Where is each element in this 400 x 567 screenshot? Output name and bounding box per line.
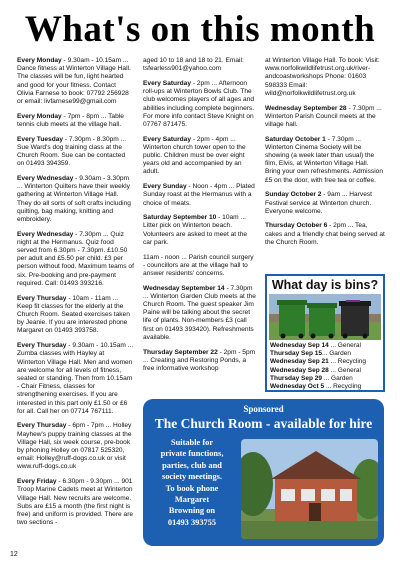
event-text: - 9.30am - 3.30pm ... Winterton Quilters have their weekly gathering at Winterton Village Hall. They do all sorts of soft crafts including quilting, bag making, knitting and embroidery.	[17, 174, 131, 223]
event-entry	[17, 422, 134, 471]
event-text: at Winterton Village Hall. To book: Visit: www.norfolkwildlifetrust.org.uk/river-andcoastworkshops Phone: 01603 598333 Email: wild@norfolkwildlifetrust.org.uk	[265, 57, 380, 97]
event-text: - 6.30pm - 9.30pm ... 901 Troop Marine Cadets meet at Winterton Village Hall. New recruits are welcome. Subs are £15 a month (the first night is free) and uniform is provided. There are two sections -	[17, 478, 134, 527]
event-text: - 6pm - 7pm ... Holley Mayhew's puppy training classes at the Village Hall, six week course, pre-book by phoning Holley on 07817 525320, email: Holley@ruff-dogs.co.uk or visit www.ruff-dogs.co.uk	[17, 422, 132, 471]
sponsored-line: parties, club and	[162, 460, 222, 470]
sponsored-line: Browning on	[168, 506, 216, 516]
event-entry	[143, 183, 257, 208]
sponsored-body	[149, 437, 235, 528]
sponsored-advert	[143, 399, 384, 546]
event-day: Every Thursday	[17, 422, 67, 430]
event-text: - 9am ... Harvest Festival service at Winterton church. Everyone welcome.	[265, 191, 373, 215]
event-entry	[265, 191, 385, 216]
event-entry	[143, 254, 257, 279]
event-entry	[17, 231, 134, 288]
bin-day-row	[270, 358, 382, 366]
event-entry	[143, 57, 257, 73]
event-day: Every Tuesday	[17, 135, 64, 143]
event-day: Every Wednesday	[17, 174, 74, 182]
event-entry	[143, 349, 257, 374]
event-day: Saturday September 10	[143, 214, 217, 222]
bins-schedule	[270, 342, 382, 391]
event-day: Every Monday	[17, 112, 62, 120]
event-entry	[17, 478, 134, 527]
event-text: - 10am ... Litter pick on Winterton beach. Volunteers are asked to meet at the car park.	[143, 214, 248, 246]
sponsored-label: Sponsored	[243, 404, 284, 414]
event-text: - 7.30pm - 8.30pm ... Sue Ward's dog training class at the Church Room. Sue can be contacted on 01493 394359.	[17, 135, 127, 168]
event-day: Every Thursday	[17, 342, 67, 350]
page-title: What's on this month	[24, 9, 376, 50]
event-day: Every Sunday	[143, 183, 187, 191]
event-day: Every Saturday	[143, 135, 192, 143]
bin-type: ... Recycling	[328, 358, 366, 366]
sponsored-line: To book phone	[165, 483, 219, 493]
bin-day: Wednesday Sep 28	[270, 366, 329, 374]
event-text: - 2pm ... Tea, cakes and a friendly chat being served at the Church Room.	[265, 222, 385, 246]
event-day: Wednesday September 28	[265, 104, 347, 112]
sponsored-line: 01493 393755	[167, 517, 217, 527]
event-text: - 9.30am - 10.15am ... Dance fitness at Winterton Village Hall. The classes will be fun, light hearted and good for your fitness. Contact Olivia Farnese to book: 07792 256928 or email: livfarnese99@gmail.com	[17, 57, 131, 106]
event-entry	[17, 295, 134, 336]
bin-day-row	[270, 383, 382, 391]
bin-day: Thursday Sep 29	[270, 374, 323, 382]
event-entry	[17, 57, 134, 106]
bin-day-row	[270, 342, 382, 350]
event-text: - 7.30pm ... Winterton Garden Club meets at the Church Room. The guest speaker Jim Paine will be talking about the secret life of plants. Non-members £3 (call first on 01493 393420). Refreshments available.	[143, 284, 256, 341]
event-entry	[17, 175, 134, 224]
event-text: - 7.30pm ... Winterton Parish Council meets at the village hall.	[265, 104, 382, 128]
event-entry	[143, 136, 257, 177]
event-day: Saturday October 1	[265, 135, 326, 143]
page-number: 12	[10, 551, 18, 558]
event-entry	[265, 222, 385, 247]
event-entry	[265, 57, 385, 98]
event-text: - 2pm - 4pm ... Winterton church tower open to the public. Children must be over eight years old and accompanied by an adult.	[143, 135, 246, 176]
events-column-3	[265, 57, 385, 254]
sponsored-line: Suitable for	[170, 438, 214, 447]
bin-day: Thursday Sep 15	[270, 350, 323, 358]
bin-day-row	[270, 375, 382, 383]
event-entry	[265, 136, 385, 185]
event-entry	[265, 105, 385, 130]
event-text: - 10am - 11am ... Keep fit classes for the elderly at the Church Room. Seated exercises taken by Jeanie. If you are interested phone Margaret on 01493 393758.	[17, 294, 130, 335]
bin-day-row	[270, 367, 382, 375]
event-day: Wednesday September 14	[143, 284, 225, 292]
event-day: Every Thursday	[17, 294, 67, 302]
wheelie-bins-image	[269, 294, 381, 340]
events-column-1	[17, 57, 134, 534]
event-text: - 2pm - 5pm ... Creating and Restoring Ponds, a free informative workshop	[143, 348, 256, 372]
event-day: Every Friday	[17, 478, 57, 486]
sponsored-line: Margaret	[174, 495, 210, 505]
event-entry	[17, 342, 134, 416]
bin-day-row	[270, 350, 382, 358]
bin-type: ... Garden	[322, 350, 351, 358]
event-entry	[17, 136, 134, 169]
bin-day: Wednesday Oct 5	[270, 383, 325, 391]
event-text: - Noon - 4pm ... Plated Sunday roast at the Hermanus with a choice of meats.	[143, 183, 255, 207]
bin-type: ... Garden	[322, 374, 353, 382]
bin-type: ... Recycling	[324, 383, 362, 391]
bin-type: ... General	[328, 342, 361, 349]
events-column-2	[143, 57, 257, 380]
event-entry	[143, 214, 257, 247]
event-text: aged 10 to 18 and 18 to 21. Email: tsfearless901@yahoo.com	[143, 57, 244, 73]
event-text: - 7.30pm ... Winterton Cinema Society will be showing (a week later than usual) the film, Elvis, at Winterton Village Hall. Bring your own refreshments. Admission £5 on the door, with free tea or coffee.	[265, 135, 384, 184]
event-text: 11am - noon ... Parish council surgery - councillors are at the village hall to answer residents' concerns.	[143, 253, 254, 277]
event-text: - 9.30am - 10.15am ... Zumba classes with Hayley at Winterton Village Hall. Men and women are welcome for all levels of fitness, seated or standing. Then from 10.15am - Chair Fitness, classes for strengthening exercises. If you are interested in this part only £1.50 or £6 for all. Call her on 07714 767111.	[17, 342, 134, 415]
sponsored-line: private functions,	[160, 449, 224, 459]
event-day: Every Saturday	[143, 79, 192, 87]
bin-day: Wednesday Sep 21	[270, 358, 329, 366]
event-text: - 7.30pm ... Quiz night at the Hermanus. Quiz food served from 6.30pm - 7.30pm. £10.50 per adult and £5.50 per child. £3 per person without food. Maximum teams of six. Pre-booking and pre-payment required. Call: 01493 393216.	[17, 230, 134, 287]
event-day: Every Monday	[17, 57, 62, 64]
event-day: Thursday October 6	[265, 222, 328, 230]
event-text: - 2pm ... Afternoon roll-ups at Winterton Bowls Club. The club welcomes players of all ages and abilities including complete beginners. For more info contact Steve Knight on 07767 871475.	[143, 79, 255, 128]
bin-type: ... General	[328, 366, 361, 374]
bins-box	[265, 274, 385, 392]
event-entry	[17, 113, 134, 129]
bin-day: Wednesday Sep 14	[270, 342, 329, 349]
church-room-photo	[241, 439, 378, 539]
event-entry	[143, 285, 257, 342]
bins-title: What day is bins?	[271, 278, 379, 292]
event-day: Every Wednesday	[17, 230, 74, 238]
event-day: Thursday September 22	[143, 348, 218, 356]
sponsored-headline: The Church Room - available for hire	[154, 416, 373, 431]
event-text: - 7pm - 8pm ... Table tennis club meets at the village hall.	[17, 112, 124, 128]
event-entry	[143, 80, 257, 129]
sponsored-line: society meetings.	[161, 472, 222, 482]
event-day: Sunday October 2	[265, 191, 322, 199]
